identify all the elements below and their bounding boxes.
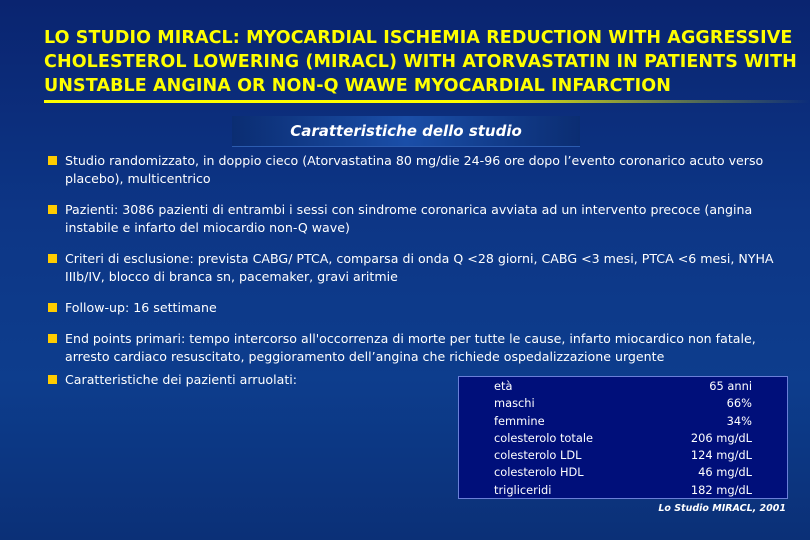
- table-row: [494, 482, 752, 499]
- table-row: [494, 395, 752, 412]
- bullet-item: [48, 152, 792, 188]
- row-label: femmine: [494, 413, 545, 428]
- table-row: [494, 464, 752, 481]
- table-row: [494, 447, 752, 464]
- row-label: maschi: [494, 396, 535, 411]
- table-row: [494, 430, 752, 447]
- bullet-text: Pazienti: 3086 pazienti di entrambi i sessi con sindrome coronarica avviata ad un intervento precoce (angina instabile e infarto del miocardio non-Q wave): [65, 202, 753, 235]
- row-label: colesterolo HDL: [494, 465, 584, 480]
- bullet-text: Caratteristiche dei pazienti arruolati:: [65, 372, 298, 387]
- bullet-item: [48, 330, 792, 366]
- row-value: 66%: [726, 396, 752, 411]
- row-label: colesterolo totale: [494, 430, 594, 445]
- bullet-list: [48, 152, 792, 402]
- row-value: 206 mg/dL: [690, 430, 752, 445]
- bullet-item: [48, 201, 792, 237]
- row-value: 46 mg/dL: [698, 465, 752, 480]
- bullet-square-icon: [48, 303, 57, 312]
- row-label: età: [494, 379, 513, 393]
- row-label: trigliceridi: [494, 482, 552, 497]
- bullet-square-icon: [48, 156, 57, 165]
- bullet-item: [48, 299, 792, 317]
- table-row: [494, 413, 752, 430]
- table-row: [494, 378, 752, 395]
- bullet-square-icon: [48, 205, 57, 214]
- bullet-square-icon: [48, 254, 57, 263]
- row-value: 65 anni: [709, 379, 752, 393]
- bullet-text: End points primari: tempo intercorso all'occorrenza di morte per tutte le cause, infarto miocardico non fatale, arresto cardiaco resuscitato, peggioramento dell’angina che richiede ospedalizzazione urgente: [65, 331, 756, 364]
- row-label: colesterolo LDL: [494, 448, 582, 463]
- bullet-text: Criteri di esclusione: prevista CABG/ PTCA, comparsa di onda Q <28 giorni, CABG <3 mesi, PTCA <6 mesi, NYHA IIIb/IV, blocco di branca sn, pacemaker, gravi aritmie: [65, 251, 774, 284]
- row-value: 124 mg/dL: [690, 448, 752, 463]
- bullet-text: Follow-up: 16 settimane: [65, 300, 217, 315]
- source-citation: Lo Studio MIRACL, 2001: [658, 503, 786, 514]
- row-value: 182 mg/dL: [690, 482, 752, 497]
- subtitle-banner: [232, 116, 580, 147]
- bullet-text: Studio randomizzato, in doppio cieco (Atorvastatina 80 mg/die 24-96 ore dopo l’evento coronarico acuto verso placebo), multicentrico: [65, 153, 764, 186]
- slide-title: LO STUDIO MIRACL: MYOCARDIAL ISCHEMIA REDUCTION WITH AGGRESSIVE CHOLESTEROL LOWERING (MIRACL) WITH ATORVASTATIN IN PATIENTS WITH UNSTABLE ANGINA OR NON-Q WAWE MYOCARDIAL INFARCTION: [44, 28, 797, 96]
- bullet-item: [48, 250, 792, 286]
- bullet-square-icon: [48, 375, 57, 384]
- bullet-square-icon: [48, 334, 57, 343]
- subtitle: Caratteristiche dello studio: [290, 122, 522, 140]
- patient-characteristics-table: [458, 376, 788, 499]
- title-underline: [44, 100, 810, 103]
- row-value: 34%: [726, 413, 752, 428]
